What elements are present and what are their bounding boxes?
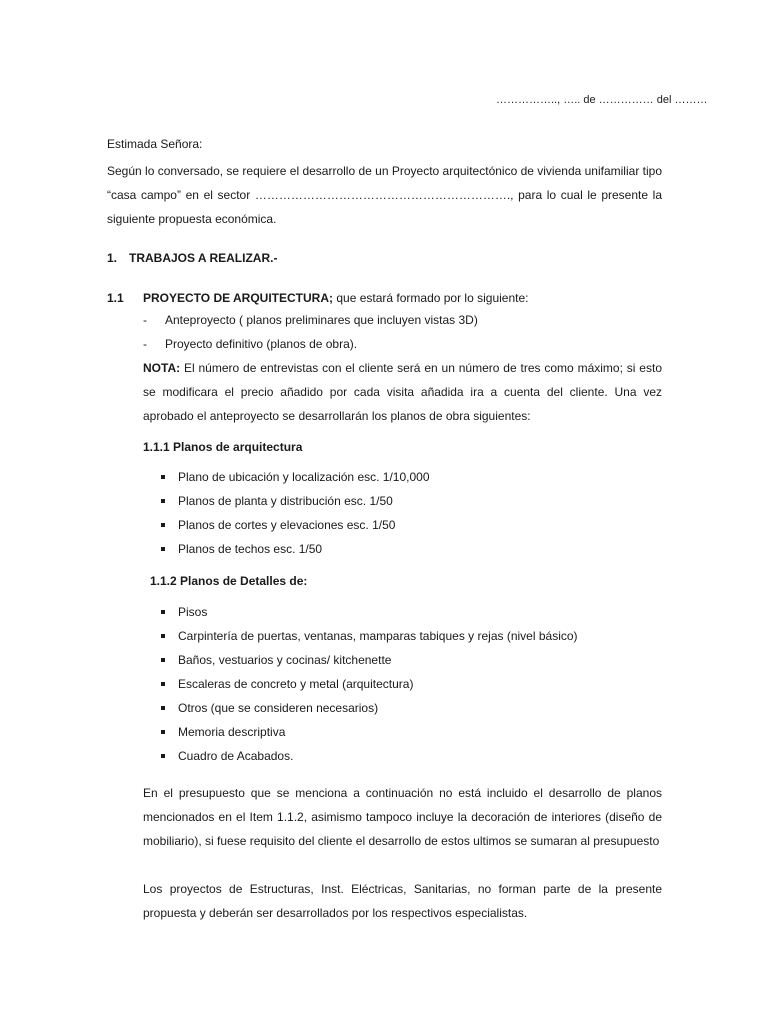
section-1-1-1-list bbox=[161, 465, 430, 561]
section-1-1-1-title: 1.1.1 Planos de arquitectura bbox=[143, 440, 303, 454]
nota-text: El número de entrevistas con el cliente será en un número de tres como máximo; si esto se modificara el precio añadido por cada visita añadida ira a cuenta del cliente. Una vez aprobado el anteproyecto se desarrollarán los planos de obra siguientes: bbox=[143, 361, 662, 423]
section-1-1-number: 1.1 bbox=[107, 291, 124, 305]
section-1-title: TRABAJOS A REALIZAR.- bbox=[129, 251, 278, 265]
list-item: Memoria descriptiva bbox=[161, 720, 578, 744]
nota-label: NOTA: bbox=[143, 361, 181, 375]
presupuesto-paragraph: En el presupuesto que se menciona a continuación no está incluido el desarrollo de planos mencionados en el Item 1.1.2, asimismo tampoco incluye la decoración de interiores (diseño de mobiliario), si fuese requisito del cliente el desarrollo de estos ultimos se sumaran al presupuesto bbox=[143, 786, 662, 848]
greeting: Estimada Señora: bbox=[107, 137, 203, 151]
list-item: Cuadro de Acabados. bbox=[161, 744, 578, 768]
nota-paragraph bbox=[143, 356, 662, 428]
intro-paragraph: Según lo conversado, se requiere el desarrollo de un Proyecto arquitectónico de vivienda unifamiliar tipo “casa campo” en el sector ………………………………………………………., para lo cual le presente la siguiente propuesta económica. bbox=[107, 164, 662, 226]
date-line: …………….., ….. de …………… del ……… bbox=[496, 94, 708, 106]
list-item: - Proyecto definitivo (planos de obra). bbox=[143, 337, 358, 351]
list-item: Planos de cortes y elevaciones esc. 1/50 bbox=[161, 513, 430, 537]
list-item: - Anteproyecto ( planos preliminares que incluyen vistas 3D) bbox=[143, 313, 478, 327]
section-1-1-heading bbox=[143, 291, 528, 305]
list-item: Carpintería de puertas, ventanas, mamparas tabiques y rejas (nivel básico) bbox=[161, 624, 578, 648]
section-1-1-title: PROYECTO DE ARQUITECTURA; bbox=[143, 291, 334, 305]
proyectos-paragraph: Los proyectos de Estructuras, Inst. Eléctricas, Sanitarias, no forman parte de la presente propuesta y deberán ser desarrollados por los respectivos especialistas. bbox=[143, 882, 662, 920]
list-item: Otros (que se consideren necesarios) bbox=[161, 696, 578, 720]
list-item: Planos de planta y distribución esc. 1/50 bbox=[161, 489, 430, 513]
list-item: Plano de ubicación y localización esc. 1/10,000 bbox=[161, 465, 430, 489]
section-1-1-2-title: 1.1.2 Planos de Detalles de: bbox=[150, 574, 308, 588]
list-item: Planos de techos esc. 1/50 bbox=[161, 537, 430, 561]
section-1-1-rest: que estará formado por lo siguiente: bbox=[333, 291, 529, 305]
list-item: Pisos bbox=[161, 600, 578, 624]
section-1-number: 1. bbox=[107, 251, 118, 265]
section-1-1-2-list bbox=[161, 600, 578, 768]
list-item: Baños, vestuarios y cocinas/ kitchenette bbox=[161, 648, 578, 672]
section-1-1-list bbox=[143, 308, 478, 356]
list-item: Escaleras de concreto y metal (arquitectura) bbox=[161, 672, 578, 696]
